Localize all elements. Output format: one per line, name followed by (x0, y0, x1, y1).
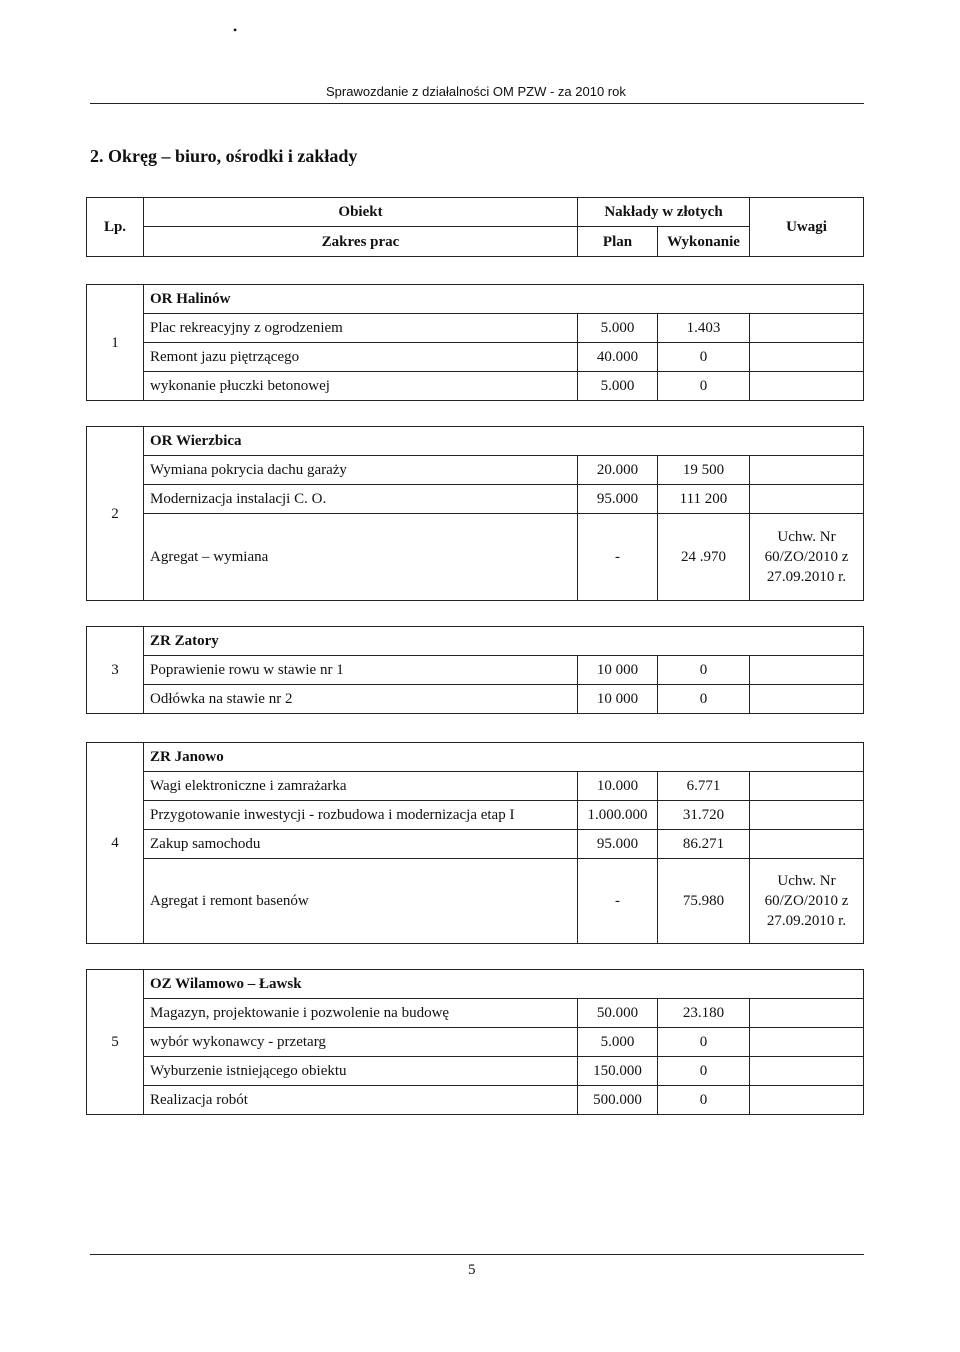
row-zakres: Wymiana pokrycia dachu garaży (144, 456, 578, 485)
row-wykonanie: 0 (658, 372, 750, 401)
row-wykonanie: 23.180 (658, 999, 750, 1028)
page-number: 5 (468, 1262, 476, 1278)
group-table-3 (86, 626, 864, 714)
row-uwagi (750, 314, 864, 343)
group-lp: 2 (87, 427, 144, 601)
row-plan: 1.000.000 (578, 801, 658, 830)
col-obiekt-header: Obiekt (144, 198, 578, 227)
row-uwagi (750, 830, 864, 859)
col-plan-header: Plan (578, 227, 658, 257)
row-zakres: Zakup samochodu (144, 830, 578, 859)
row-zakres: Realizacja robót (144, 1086, 578, 1115)
row-plan: 5.000 (578, 1028, 658, 1057)
row-wykonanie: 0 (658, 343, 750, 372)
row-wykonanie: 31.720 (658, 801, 750, 830)
row-uwagi (750, 801, 864, 830)
row-wykonanie: 19 500 (658, 456, 750, 485)
table-header (86, 197, 864, 257)
group-obiekt: OR Wierzbica (144, 427, 864, 456)
group-table-4 (86, 742, 864, 944)
group-obiekt: OR Halinów (144, 285, 864, 314)
col-lp-header: Lp. (87, 198, 144, 257)
row-zakres: Poprawienie rowu w stawie nr 1 (144, 656, 578, 685)
row-uwagi (750, 859, 864, 944)
row-plan: 150.000 (578, 1057, 658, 1086)
row-zakres: Magazyn, projektowanie i pozwolenie na budowę (144, 999, 578, 1028)
group-lp: 4 (87, 743, 144, 944)
group-obiekt: ZR Janowo (144, 743, 864, 772)
row-wykonanie: 0 (658, 1086, 750, 1115)
row-wykonanie: 1.403 (658, 314, 750, 343)
row-plan: - (578, 514, 658, 601)
row-zakres: wykonanie płuczki betonowej (144, 372, 578, 401)
row-wykonanie: 75.980 (658, 859, 750, 944)
group-lp: 3 (87, 627, 144, 714)
col-naklady-header: Nakłady w złotych (578, 198, 750, 227)
row-uwagi (750, 999, 864, 1028)
row-zakres: Agregat – wymiana (144, 514, 578, 601)
row-zakres: Remont jazu piętrzącego (144, 343, 578, 372)
group-obiekt: OZ Wilamowo – Ławsk (144, 970, 864, 999)
row-uwagi (750, 485, 864, 514)
row-uwagi (750, 343, 864, 372)
row-zakres: Odłówka na stawie nr 2 (144, 685, 578, 714)
row-zakres: wybór wykonawcy - przetarg (144, 1028, 578, 1057)
row-zakres: Agregat i remont basenów (144, 859, 578, 944)
row-zakres: Modernizacja instalacji C. O. (144, 485, 578, 514)
row-uwagi (750, 514, 864, 601)
row-plan: 40.000 (578, 343, 658, 372)
col-uwagi-header: Uwagi (750, 198, 864, 257)
row-uwagi (750, 656, 864, 685)
row-plan: 10 000 (578, 685, 658, 714)
row-plan: 10 000 (578, 656, 658, 685)
row-uwagi (750, 1057, 864, 1086)
row-plan: 95.000 (578, 830, 658, 859)
note-line: 60/ZO/2010 z (764, 893, 849, 909)
group-table-5 (86, 969, 864, 1115)
row-plan: 20.000 (578, 456, 658, 485)
row-zakres: Przygotowanie inwestycji - rozbudowa i modernizacja etap I (144, 801, 578, 830)
footer-rule (90, 1254, 864, 1255)
row-uwagi (750, 372, 864, 401)
note-line: 60/ZO/2010 z (764, 549, 849, 565)
row-wykonanie: 0 (658, 685, 750, 714)
row-wykonanie: 0 (658, 1057, 750, 1086)
row-wykonanie: 6.771 (658, 772, 750, 801)
col-wykonanie-header: Wykonanie (658, 227, 750, 257)
row-plan: 50.000 (578, 999, 658, 1028)
scan-speck: • (233, 23, 238, 37)
row-wykonanie: 111 200 (658, 485, 750, 514)
note-line: 27.09.2010 r. (766, 569, 847, 585)
row-uwagi (750, 456, 864, 485)
group-lp: 1 (87, 285, 144, 401)
row-plan: 500.000 (578, 1086, 658, 1115)
row-zakres: Wyburzenie istniejącego obiektu (144, 1057, 578, 1086)
row-wykonanie: 86.271 (658, 830, 750, 859)
row-wykonanie: 0 (658, 656, 750, 685)
row-uwagi (750, 772, 864, 801)
row-plan: 5.000 (578, 314, 658, 343)
note-line: Uchw. Nr (777, 873, 836, 889)
row-plan: 95.000 (578, 485, 658, 514)
group-table-2 (86, 426, 864, 601)
row-wykonanie: 0 (658, 1028, 750, 1057)
row-zakres: Plac rekreacyjny z ogrodzeniem (144, 314, 578, 343)
row-plan: - (578, 859, 658, 944)
row-uwagi (750, 1028, 864, 1057)
group-lp: 5 (87, 970, 144, 1115)
col-zakres-header: Zakres prac (144, 227, 578, 257)
group-table-1 (86, 284, 864, 401)
row-wykonanie: 24 .970 (658, 514, 750, 601)
row-zakres: Wagi elektroniczne i zamrażarka (144, 772, 578, 801)
row-plan: 10.000 (578, 772, 658, 801)
section-title: 2. Okręg – biuro, ośrodki i zakłady (90, 146, 358, 166)
group-obiekt: ZR Zatory (144, 627, 864, 656)
row-uwagi (750, 685, 864, 714)
row-uwagi (750, 1086, 864, 1115)
note-line: 27.09.2010 r. (766, 913, 847, 929)
header-rule (90, 103, 864, 104)
note-line: Uchw. Nr (777, 529, 836, 545)
running-header: Sprawozdanie z działalności OM PZW - za 2010 rok (326, 84, 626, 99)
row-plan: 5.000 (578, 372, 658, 401)
